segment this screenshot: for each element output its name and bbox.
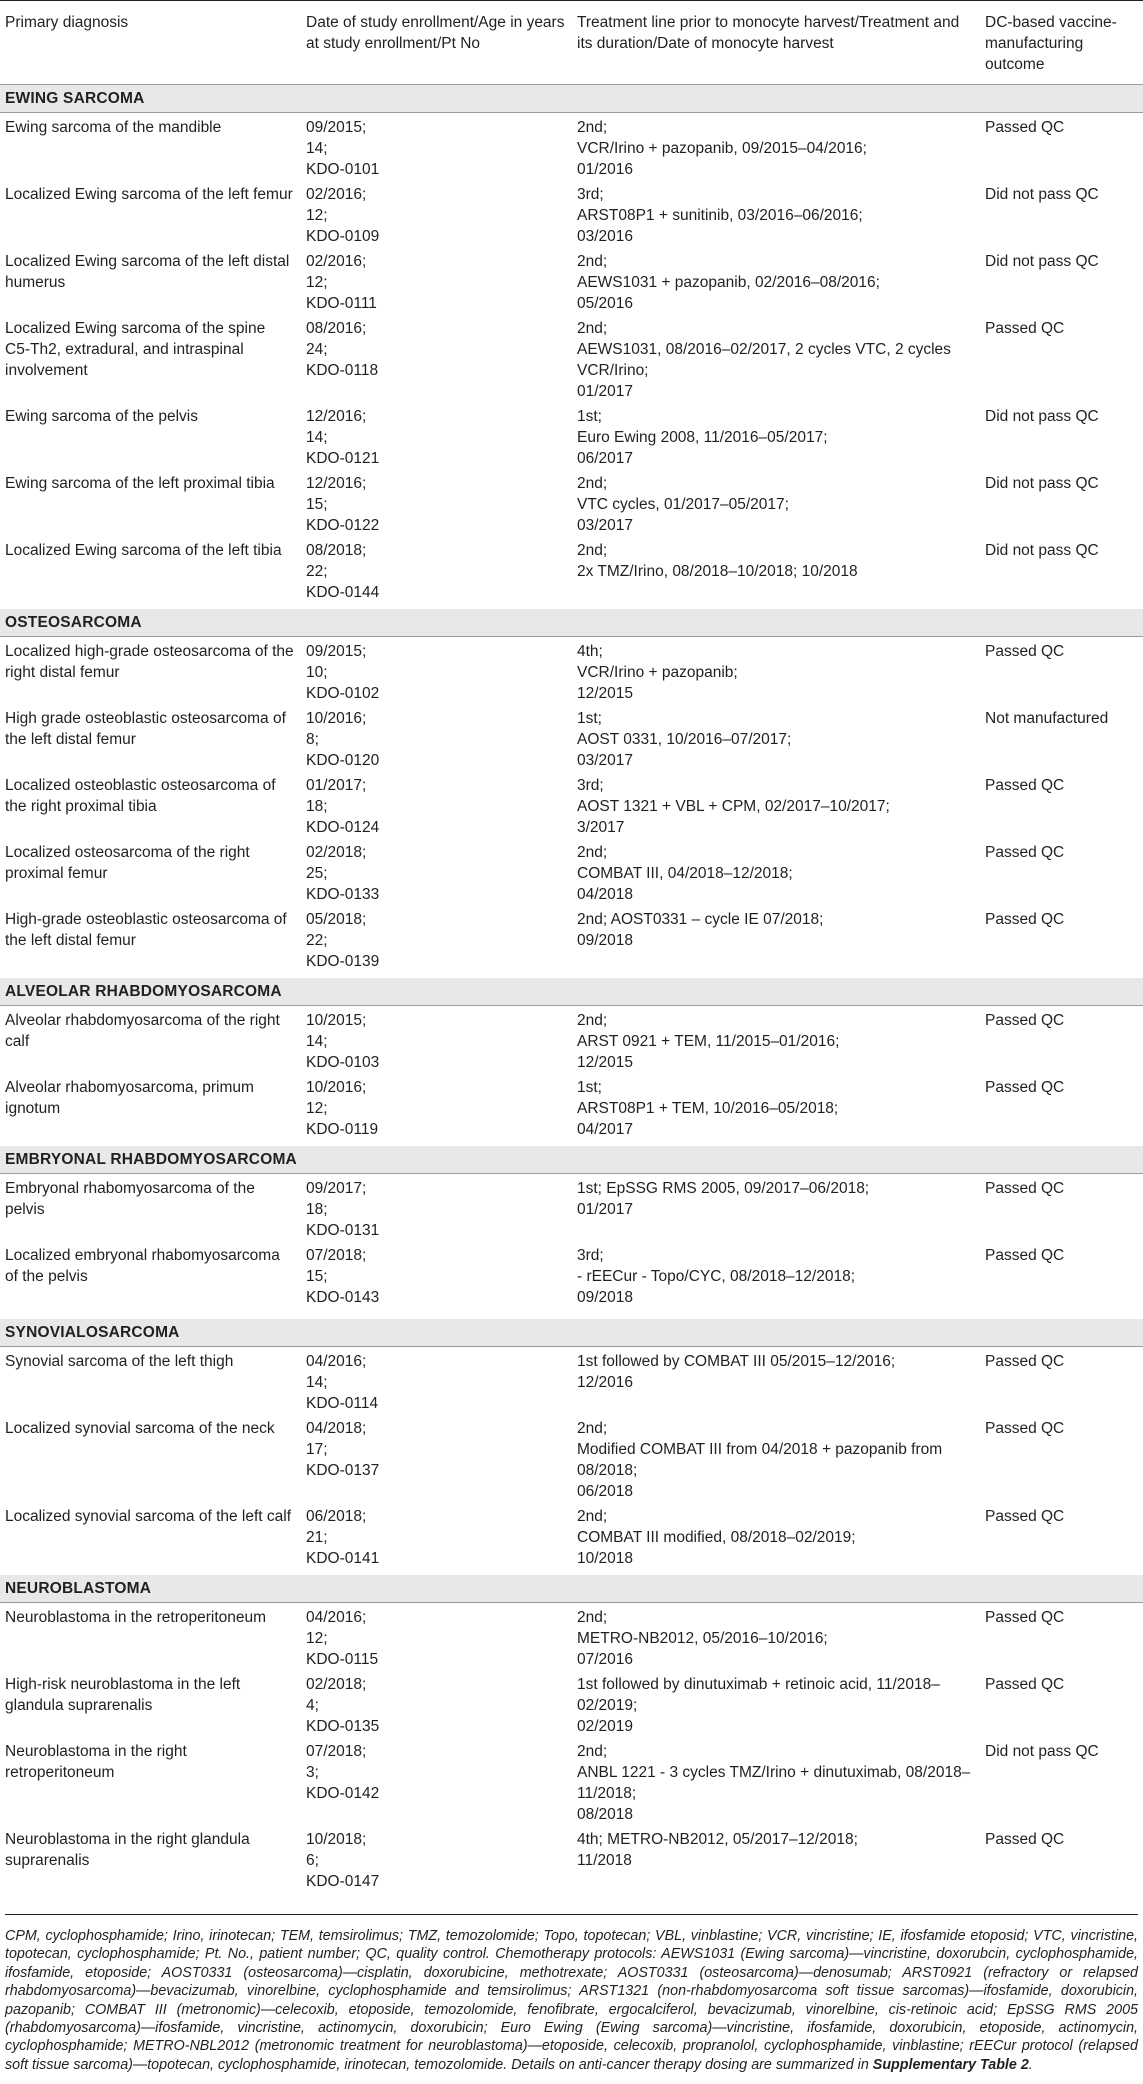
cell-diagnosis: Localized Ewing sarcoma of the spine C5-Th2, extradural, and intraspinal involvement (5, 320, 266, 379)
cell-treatment: 2nd; COMBAT III modified, 08/2018–02/2019; 10/2018 (577, 1508, 856, 1567)
table-row (0, 1006, 1143, 1074)
cell-diagnosis: Synovial sarcoma of the left thigh (5, 1353, 234, 1370)
cell-diagnosis: Alveolar rhabomyosarcoma, primum ignotum (5, 1079, 254, 1117)
supplementary-table-link[interactable]: Supplementary Table 2 (872, 2056, 1029, 2073)
cell-enrollment: 10/2018; 6; KDO-0147 (306, 1831, 380, 1890)
section-header (0, 609, 1143, 637)
cell-treatment: 2nd; METRO-NB2012, 05/2016–10/2016; 07/2016 (577, 1609, 828, 1668)
table-row (0, 402, 1143, 469)
cell-outcome: Passed QC (985, 1831, 1065, 1848)
table-row (0, 1414, 1143, 1502)
table-row (0, 314, 1143, 402)
cell-outcome: Did not pass QC (985, 186, 1099, 203)
cell-diagnosis: Localized Ewing sarcoma of the left distal humerus (5, 253, 290, 291)
cell-diagnosis: Ewing sarcoma of the mandible (5, 119, 222, 136)
cell-treatment: 2nd; AOST0331 – cycle IE 07/2018; 09/2018 (577, 911, 824, 949)
cell-diagnosis: Neuroblastoma in the right retroperitoneum (5, 1743, 187, 1781)
section-title: EMBRYONAL RHABDOMYOSARCOMA (0, 1146, 1143, 1174)
cell-treatment: 2nd; VCR/Irino + pazopanib, 09/2015–04/2016; 01/2016 (577, 119, 867, 178)
header-treatment: Treatment line prior to monocyte harvest/Treatment and its duration/Date of monocyte harvest (577, 14, 960, 52)
table-row (0, 905, 1143, 972)
cell-outcome: Passed QC (985, 320, 1065, 337)
footnote-text: CPM, cyclophosphamide; Irino, irinotecan; TEM, temsirolimus; TMZ, temozolomide; Topo, topotecan; VBL, vinblastine; VCR, vincristine; IE, ifosfamide etoposid; VTC, vincristine, topotecan, cyclophosphamide; Pt. No., patient number; QC, quality control. Chemotherapy protocols: AEWS1031 (Ewing sarcoma)—vincristine, doxorubcin, cyclophosphamide, ifosfamide, etoposide; AOST0331 (osteosarcoma)—cisplatin, doxorubicine, methotrexate; AOST0331 (osteosarcoma)—denosumab; ARST0921 (refractory or relapsed rhabdomyosarcoma)—bevacizumab, vinorelbine, cyclophosphamide and temsirolimus; ARST1321 (non-rhabdomyosarcoma soft tissue sarcomas)—ifosfamide, doxorubicin, pazopanib; COMBAT III (metronomic)—celecoxib, etoposide, temozolomide, fenofibrate, ergocalciferol, bevacizumab, vinorelbine, cis-retinoic acid; EpSSG RMS 2005 (rhabdomyosarcoma)—ifosfamide, vincristine, actinomycin, doxorubicin; Euro Ewing (Ewing sarcoma)—vincristine, ifosfamide, doxorubicin, etoposide, actinomycin, cyclophosphamide; METRO-NBL2012 (metronomic treatment for neuroblastoma)—etoposide, celecoxib, propranolol, cyclophosphamide, vinblastine; rEECur protocol (relapsed soft tissue sarcoma)—topotecan, cyclophosphamide, irinotecan, temozolomide. Details on anti-cancer therapy dosing are summarized in (5, 1928, 1138, 2073)
cell-enrollment: 05/2018; 22; KDO-0139 (306, 911, 380, 970)
cell-diagnosis: Localized Ewing sarcoma of the left tibia (5, 542, 282, 559)
section-header (0, 1146, 1143, 1174)
header-enrollment: Date of study enrollment/Age in years at study enrollment/Pt No (306, 14, 565, 52)
cell-enrollment: 10/2015; 14; KDO-0103 (306, 1012, 380, 1071)
table-row (0, 1241, 1143, 1313)
cell-outcome: Passed QC (985, 844, 1065, 861)
section-header (0, 1575, 1143, 1603)
section-header (0, 978, 1143, 1006)
cell-enrollment: 12/2016; 14; KDO-0121 (306, 408, 380, 467)
cell-diagnosis: Neuroblastoma in the retroperitoneum (5, 1609, 267, 1626)
cell-enrollment: 02/2018; 4; KDO-0135 (306, 1676, 380, 1735)
section-title: NEUROBLASTOMA (0, 1575, 1143, 1603)
table-row (0, 1670, 1143, 1737)
cell-enrollment: 04/2016; 12; KDO-0115 (306, 1609, 379, 1668)
table-row (0, 637, 1143, 705)
cell-outcome: Passed QC (985, 119, 1065, 136)
cell-outcome: Passed QC (985, 643, 1065, 660)
section-spacer (0, 1892, 1143, 1898)
cell-enrollment: 12/2016; 15; KDO-0122 (306, 475, 380, 534)
section-title: EWING SARCOMA (0, 85, 1143, 113)
cell-outcome: Passed QC (985, 1079, 1065, 1096)
cell-treatment: 1st followed by COMBAT III 05/2015–12/2016; 12/2016 (577, 1353, 896, 1391)
cell-treatment: 1st; Euro Ewing 2008, 11/2016–05/2017; 06/2017 (577, 408, 828, 467)
cell-treatment: 1st; EpSSG RMS 2005, 09/2017–06/2018; 01/2017 (577, 1180, 870, 1218)
section-header (0, 1319, 1143, 1347)
cell-enrollment: 07/2018; 3; KDO-0142 (306, 1743, 380, 1802)
cell-treatment: 1st; AOST 0331, 10/2016–07/2017; 03/2017 (577, 710, 792, 769)
table-row (0, 1737, 1143, 1825)
cell-enrollment: 01/2017; 18; KDO-0124 (306, 777, 380, 836)
cell-treatment: 2nd; VTC cycles, 01/2017–05/2017; 03/2017 (577, 475, 789, 534)
cell-outcome: Did not pass QC (985, 408, 1099, 425)
table-footnote (5, 1914, 1138, 2074)
table-row (0, 704, 1143, 771)
cell-treatment: 4th; METRO-NB2012, 05/2017–12/2018; 11/2018 (577, 1831, 858, 1869)
section-header (0, 85, 1143, 113)
cell-enrollment: 07/2018; 15; KDO-0143 (306, 1247, 380, 1306)
cell-outcome: Not manufactured (985, 710, 1109, 727)
cell-outcome: Did not pass QC (985, 542, 1099, 559)
cell-enrollment: 04/2016; 14; KDO-0114 (306, 1353, 379, 1412)
cell-enrollment: 08/2016; 24; KDO-0118 (306, 320, 379, 379)
cell-outcome: Passed QC (985, 1508, 1065, 1525)
cell-diagnosis: Embryonal rhabomyosarcoma of the pelvis (5, 1180, 255, 1218)
cell-diagnosis: High-grade osteoblastic osteosarcoma of the left distal femur (5, 911, 287, 949)
cell-diagnosis: Alveolar rhabdomyosarcoma of the right calf (5, 1012, 280, 1050)
table-row (0, 1825, 1143, 1892)
cell-enrollment: 10/2016; 8; KDO-0120 (306, 710, 380, 769)
cell-enrollment: 09/2017; 18; KDO-0131 (306, 1180, 380, 1239)
cell-diagnosis: Localized synovial sarcoma of the neck (5, 1420, 275, 1437)
cell-diagnosis: High grade osteoblastic osteosarcoma of the left distal femur (5, 710, 286, 748)
table-row (0, 771, 1143, 838)
table-row (0, 838, 1143, 905)
cell-treatment: 1st followed by dinutuximab + retinoic acid, 11/2018–02/2019; 02/2019 (577, 1676, 940, 1735)
cell-outcome: Did not pass QC (985, 1743, 1099, 1760)
cell-outcome: Passed QC (985, 777, 1065, 794)
cell-diagnosis: Localized embryonal rhabomyosarcoma of the pelvis (5, 1247, 280, 1285)
cell-outcome: Did not pass QC (985, 475, 1099, 492)
cell-treatment: 3rd; - rEECur - Topo/CYC, 08/2018–12/2018; 09/2018 (577, 1247, 856, 1306)
table-row (0, 1502, 1143, 1569)
table-row (0, 469, 1143, 536)
cell-treatment: 2nd; ARST 0921 + TEM, 11/2015–01/2016; 12/2015 (577, 1012, 840, 1071)
header-diagnosis: Primary diagnosis (5, 14, 129, 31)
section-title: SYNOVIALOSARCOMA (0, 1319, 1143, 1347)
cell-outcome: Passed QC (985, 1676, 1065, 1693)
cell-outcome: Passed QC (985, 1247, 1065, 1264)
cell-diagnosis: Neuroblastoma in the right glandula suprarenalis (5, 1831, 250, 1869)
footnote-end: . (1028, 2056, 1033, 2073)
cell-outcome: Passed QC (985, 1420, 1065, 1437)
cell-diagnosis: Localized high-grade osteosarcoma of the right distal femur (5, 643, 294, 681)
cell-outcome: Passed QC (985, 1180, 1065, 1197)
cell-enrollment: 09/2015; 14; KDO-0101 (306, 119, 380, 178)
cell-treatment: 3rd; ARST08P1 + sunitinib, 03/2016–06/2016; 03/2016 (577, 186, 863, 245)
cell-treatment: 2nd; COMBAT III, 04/2018–12/2018; 04/2018 (577, 844, 793, 903)
section-title: OSTEOSARCOMA (0, 609, 1143, 637)
cell-treatment: 2nd; 2x TMZ/Irino, 08/2018–10/2018; 10/2018 (577, 542, 858, 580)
table-row (0, 1073, 1143, 1140)
cell-treatment: 2nd; Modified COMBAT III from 04/2018 + pazopanib from 08/2018; 06/2018 (577, 1420, 943, 1500)
cell-treatment: 4th; VCR/Irino + pazopanib; 12/2015 (577, 643, 738, 702)
cell-diagnosis: Ewing sarcoma of the left proximal tibia (5, 475, 275, 492)
cell-enrollment: 10/2016; 12; KDO-0119 (306, 1079, 379, 1138)
table-row (0, 180, 1143, 247)
cell-enrollment: 08/2018; 22; KDO-0144 (306, 542, 380, 601)
cell-enrollment: 02/2016; 12; KDO-0109 (306, 186, 380, 245)
cell-diagnosis: Localized synovial sarcoma of the left calf (5, 1508, 292, 1525)
cell-outcome: Did not pass QC (985, 253, 1099, 270)
cell-treatment: 1st; ARST08P1 + TEM, 10/2016–05/2018; 04/2017 (577, 1079, 839, 1138)
cell-enrollment: 04/2018; 17; KDO-0137 (306, 1420, 380, 1479)
section-title: ALVEOLAR RHABDOMYOSARCOMA (0, 978, 1143, 1006)
cell-diagnosis: Localized osteosarcoma of the right proximal femur (5, 844, 250, 882)
cell-enrollment: 06/2018; 21; KDO-0141 (306, 1508, 380, 1567)
cell-diagnosis: Ewing sarcoma of the pelvis (5, 408, 198, 425)
table-row (0, 1174, 1143, 1242)
table-row (0, 1347, 1143, 1415)
cell-diagnosis: High-risk neuroblastoma in the left glandula suprarenalis (5, 1676, 241, 1714)
cell-diagnosis: Localized osteoblastic osteosarcoma of the right proximal tibia (5, 777, 276, 815)
table-header (0, 1, 1143, 85)
cell-outcome: Passed QC (985, 1609, 1065, 1626)
cell-diagnosis: Localized Ewing sarcoma of the left femur (5, 186, 293, 203)
cell-enrollment: 09/2015; 10; KDO-0102 (306, 643, 380, 702)
cell-outcome: Passed QC (985, 1353, 1065, 1370)
table-row (0, 1603, 1143, 1671)
cell-outcome: Passed QC (985, 1012, 1065, 1029)
cell-enrollment: 02/2016; 12; KDO-0111 (306, 253, 377, 312)
cell-treatment: 2nd; AEWS1031, 08/2016–02/2017, 2 cycles VTC, 2 cycles VCR/Irino; 01/2017 (577, 320, 951, 400)
cell-treatment: 3rd; AOST 1321 + VBL + CPM, 02/2017–10/2017; 3/2017 (577, 777, 890, 836)
table-row (0, 247, 1143, 314)
cell-treatment: 2nd; AEWS1031 + pazopanib, 02/2016–08/2016; 05/2016 (577, 253, 880, 312)
table-body (0, 85, 1143, 1899)
cell-enrollment: 02/2018; 25; KDO-0133 (306, 844, 380, 903)
cell-treatment: 2nd; ANBL 1221 - 3 cycles TMZ/Irino + dinutuximab, 08/2018–11/2018; 08/2018 (577, 1743, 971, 1823)
header-outcome: DC-based vaccine-manufacturing outcome (985, 14, 1117, 73)
table-row (0, 113, 1143, 181)
cell-outcome: Passed QC (985, 911, 1065, 928)
table-row (0, 536, 1143, 603)
